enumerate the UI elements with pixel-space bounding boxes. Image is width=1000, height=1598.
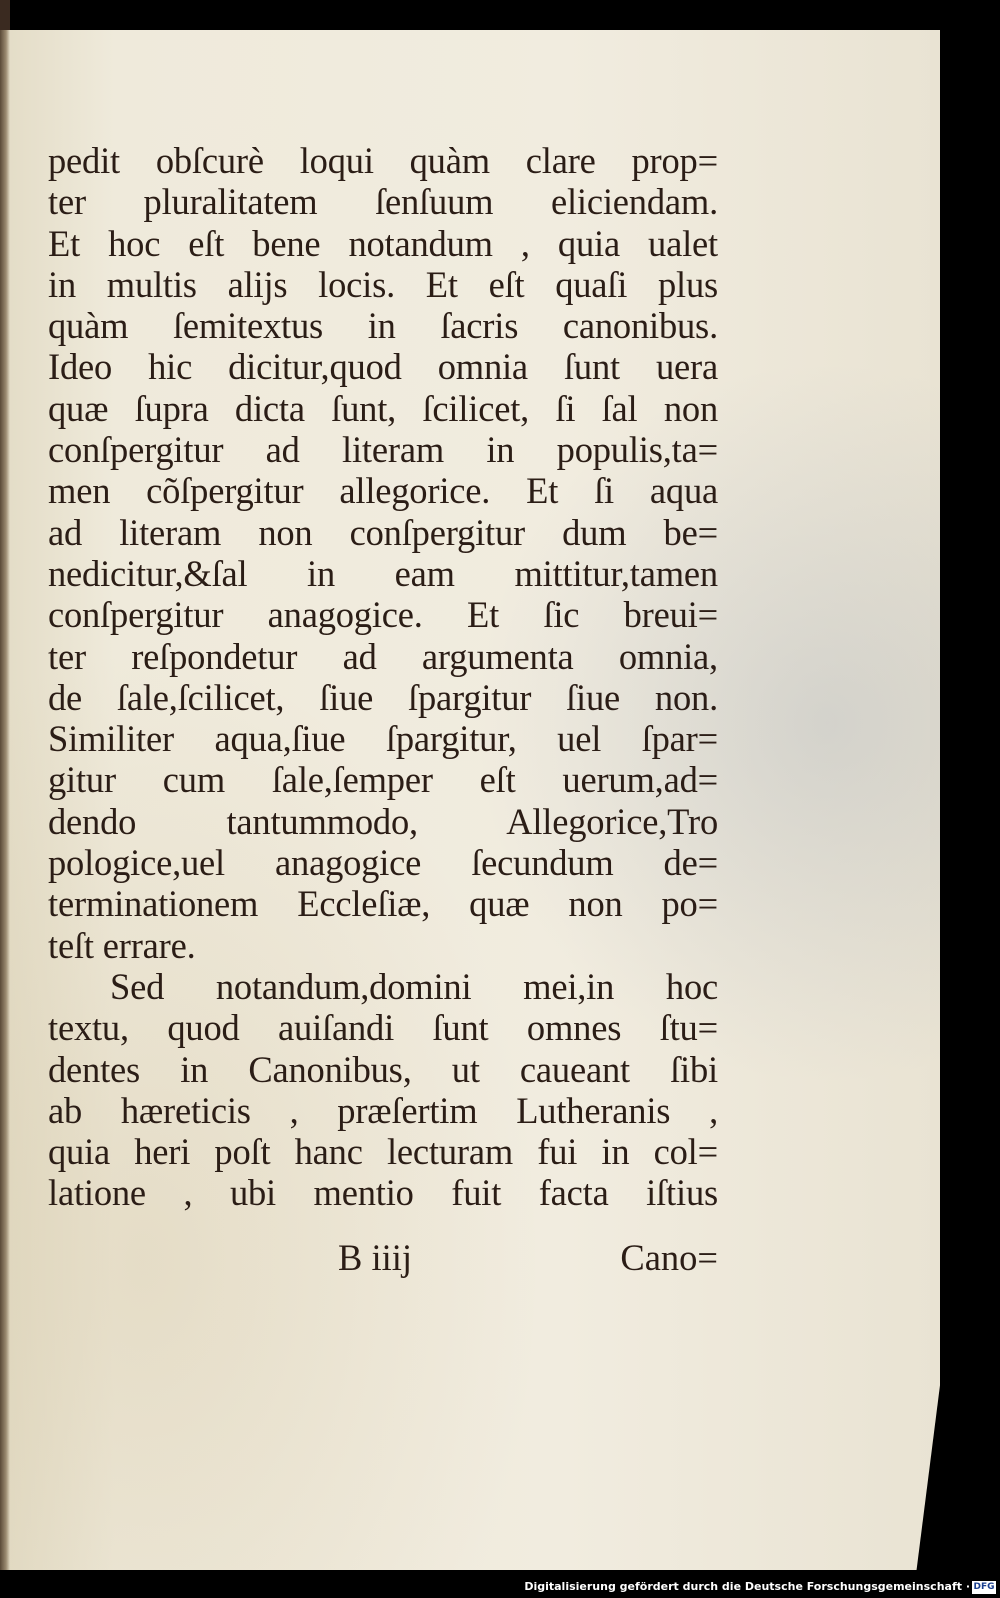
text-line: quia heri poſt hanc lecturam fui in col= <box>48 1131 718 1173</box>
text-line: conſpergitur anagogice. Et ſic breui= <box>48 594 718 636</box>
credit-bar <box>0 1578 1000 1598</box>
text-line: Et hoc eſt bene notandum , quia ualet <box>48 222 718 264</box>
binding-corner <box>0 0 10 30</box>
dfg-logo: DFG <box>973 1582 995 1592</box>
text-line: pedit obſcurè loqui quàm clare prop= <box>48 140 718 181</box>
text-line: pologice,uel anagogice ſecundum de= <box>48 842 718 884</box>
text-line: quàm ſemitextus in ſacris canonibus. <box>48 305 718 347</box>
digitization-credit: Digitalisierung gefördert durch die Deutsche Forschungsgemeinschaft · <box>524 1580 970 1593</box>
text-line: men cõſpergitur allegorice. Et ſi aqua <box>48 470 718 512</box>
page-footer <box>48 1236 718 1286</box>
text-line: ter pluralitatem ſenſuum eliciendam. <box>48 181 718 223</box>
text-line: Similiter aqua,ſiue ſpargitur, uel ſpar= <box>48 718 718 760</box>
text-line: dentes in Canonibus, ut caueant ſibi <box>48 1048 718 1090</box>
text-line: teſt errare. <box>48 924 196 966</box>
page-gutter-edge <box>0 30 10 1570</box>
text-line: terminationem Eccleſiæ, quæ non po= <box>48 883 718 925</box>
text-line: dendo tantummodo, Allegorice,Tro <box>48 800 718 842</box>
body-text <box>48 140 718 1214</box>
catchword: Cano= <box>620 1237 718 1278</box>
text-line: ad literam non conſpergitur dum be= <box>48 511 718 553</box>
text-line: conſpergitur ad literam in populis,ta= <box>48 429 718 471</box>
paragraph-start-line: Sed notandum,domini mei,in hoc <box>110 965 718 1007</box>
text-line: in multis aliјs locis. Et eſt quaſi plus <box>48 263 718 305</box>
signature-mark: B iiij <box>338 1237 413 1278</box>
text-line: de ſale,ſcilicet, ſiue ſpargitur ſiue non. <box>48 676 718 718</box>
text-line: nedicitur,&ſal in eam mittitur,tamen <box>48 552 718 594</box>
text-line: ter reſpondetur ad argumenta omnia, <box>48 635 718 677</box>
text-line: quæ ſupra dicta ſunt, ſcilicet, ſi ſal non <box>48 387 718 429</box>
text-line: textu, quod auiſandi ſunt omnes ſtu= <box>48 1007 718 1049</box>
text-line: ab hæreticis , præſertim Lutheranis , <box>48 1089 718 1131</box>
text-line: latione , ubi mentio fuit facta iſtius <box>48 1172 718 1214</box>
text-line: gitur cum ſale,ſemper eſt uerum,ad= <box>48 759 718 801</box>
text-line: Ideo hic dicitur,quod omnia ſunt uera <box>48 346 718 388</box>
